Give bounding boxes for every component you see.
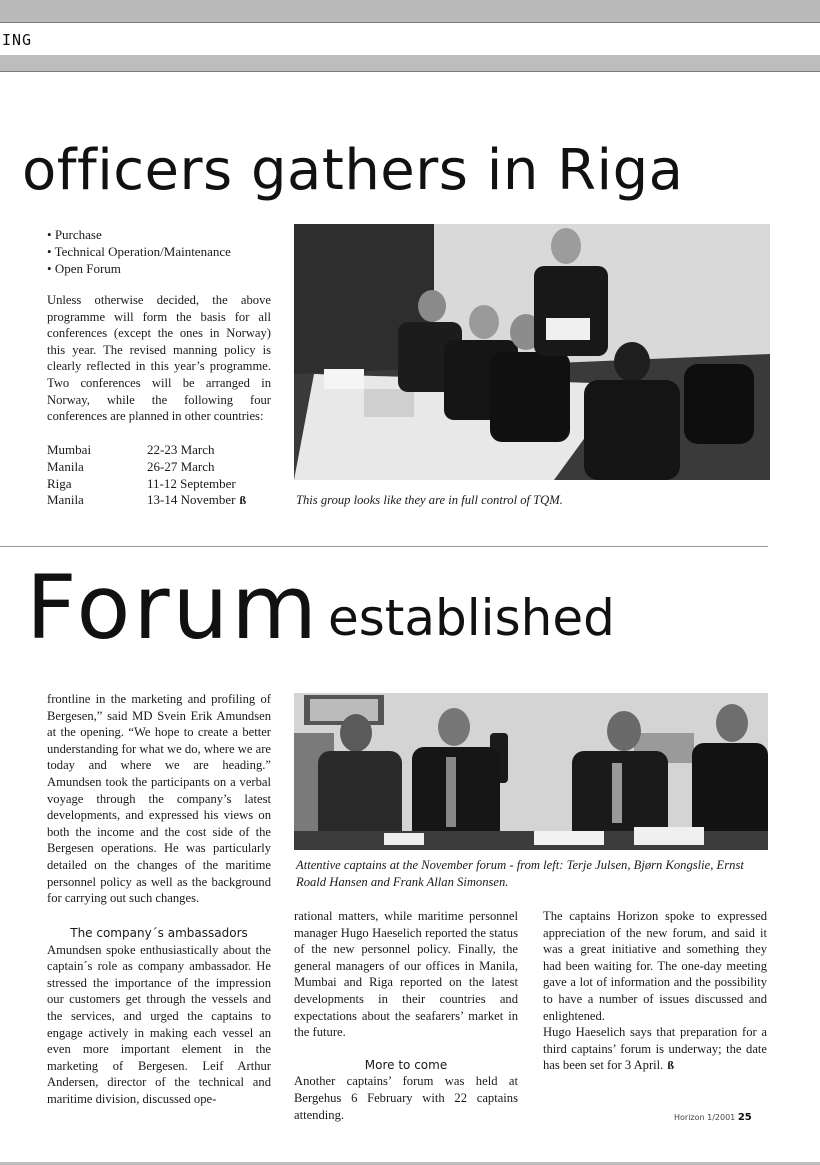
headline-forum: Forum xyxy=(26,556,320,659)
subhead-ambassadors: The company´s ambassadors xyxy=(70,926,248,940)
bullet-item: • Technical Operation/Maintenance xyxy=(47,244,231,259)
schedule-date: 22-23 March xyxy=(147,442,215,457)
page-number: 25 xyxy=(737,1112,752,1123)
end-mark-icon: ß xyxy=(239,493,247,508)
col3-paragraph-2 xyxy=(543,1024,767,1074)
photo-captains-forum xyxy=(294,693,768,850)
schedule-city: Manila xyxy=(47,458,84,474)
body-column-3 xyxy=(543,908,767,1074)
schedule-date xyxy=(147,492,246,509)
subhead-more-to-come: More to come xyxy=(364,1057,448,1072)
bullet-item: • Purchase xyxy=(47,227,102,242)
body-column-2 xyxy=(294,908,518,1123)
schedule-date: 11-12 September xyxy=(147,475,236,491)
more-paragraph: Another captains’ forum was held at Bergehus 6 February with 22 captains attending. xyxy=(294,1074,518,1122)
section-divider xyxy=(0,546,768,547)
schedule-row xyxy=(47,476,246,493)
schedule-city: Riga xyxy=(47,475,72,491)
top-gray-band xyxy=(0,0,820,22)
intro-paragraph: Unless otherwise decided, the above programme will form the basis for all conferences (except the ones in Norway) this year. The revised manning policy is clearly reflected in this year’s programme. Two conferences will be arranged in Norway, while the following four conferences are planned in other countries: xyxy=(47,293,271,424)
body-column-1: frontline in the marketing and profiling of Bergesen,” said MD Svein Erik Amundsen at the opening. “We hope to create a better understanding for what we do, where we are today and where we are heading.” Amundsen took the participants on a verbal voyage through the company’s latest developments, and expressed his views on both the income and the cost side of the Bergesen operations. He was particularly detailed on the changes of the maritime personnel policy as well as the background for carrying out such changes. xyxy=(47,692,271,906)
ambassadors-paragraph: Amundsen spoke enthusiastically about the captain´s role as company ambassador. He stressed the importance of the impression our customers get through the vessels and the services, and urged the captains to engage actively in making each vessel an even more important element in the marketing of Bergesen. Leif Arthur Andersen, director of the technical and maritime division, discussed ope- xyxy=(47,942,271,1106)
photo-caption-bottom: Attentive captains at the November forum - from left: Terje Julsen, Bjørn Kongslie, Ernst Roald Hansen and Frank Allan Simonsen. xyxy=(296,858,744,889)
header-gray-strip xyxy=(0,55,820,72)
bullet-item: • Open Forum xyxy=(47,261,121,276)
conference-schedule xyxy=(47,442,246,509)
schedule-city: Mumbai xyxy=(47,442,92,457)
photo-tqm-group xyxy=(294,224,770,480)
col3-paragraph-2-text: Hugo Haeselich says that preparation for a third captains’ forum is underway; the date has been set for 3 April. xyxy=(543,1025,767,1073)
bullet-text: Technical Operation/Maintenance xyxy=(54,244,231,259)
photo-caption-top: This group looks like they are in full control of TQM. xyxy=(296,493,563,507)
schedule-row xyxy=(47,492,246,509)
running-head-band xyxy=(0,22,820,56)
folio-text: Horizon 1/2001 xyxy=(674,1113,736,1122)
col2-paragraph: rational matters, while maritime personnel manager Hugo Haeselich reported the status of the new personnel policy. Finally, the general managers of our offices in Manila, Mumbai and Riga reported on the latest developments in their countries and expectations about the seafarers’ market in the future. xyxy=(294,909,518,1040)
schedule-city: Manila xyxy=(47,492,84,508)
folio xyxy=(674,1112,752,1123)
schedule-row xyxy=(47,442,246,459)
bullet-text: Purchase xyxy=(54,227,102,242)
schedule-date: 26-27 March xyxy=(147,458,215,474)
col3-paragraph-1: The captains Horizon spoke to expressed appreciation of the new forum, and said it was a great initiative and something they had been waiting for. The one-day meeting gave a lot of information and the possibility to have a number of issues discussed and enlightened. xyxy=(543,909,767,1023)
bullet-list xyxy=(47,226,231,277)
headline-riga: officers gathers in Riga xyxy=(22,138,684,203)
headline-established: established xyxy=(328,589,615,647)
end-mark-icon: ß xyxy=(667,1058,674,1073)
schedule-row xyxy=(47,459,246,476)
body-column-1-lower xyxy=(47,925,271,1108)
bullet-text: Open Forum xyxy=(54,261,121,276)
running-head: ING xyxy=(2,31,33,49)
schedule-date-text: 13-14 November xyxy=(147,492,236,508)
